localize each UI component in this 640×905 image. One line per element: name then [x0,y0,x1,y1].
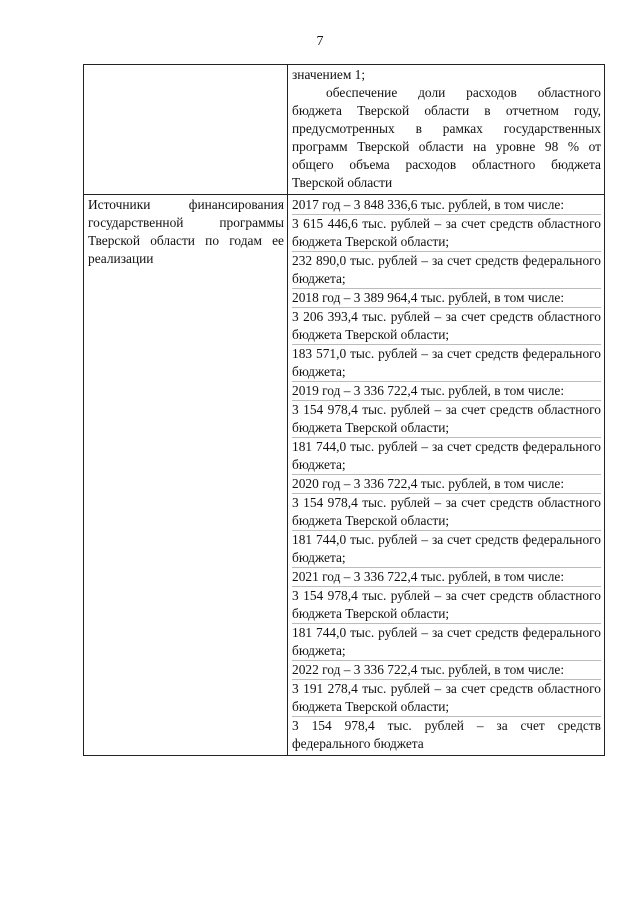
funding-entry: 2021 год – 3 336 722,4 тыс. рублей, в том числе: [292,567,601,586]
funding-entry: 3 154 978,4 тыс. рублей – за счет средств федерального бюджета [292,718,601,751]
row1-left-cell [84,65,288,195]
funding-entry: 3 154 978,4 тыс. рублей – за счет средств областного бюджета Тверской области; [292,402,601,435]
page-number: 7 [316,34,324,49]
row1-right-cell [288,65,605,195]
funding-entry: 181 744,0 тыс. рублей – за счет средств федерального бюджета; [292,439,601,472]
funding-entry: 183 571,0 тыс. рублей – за счет средств федерального бюджета; [292,346,601,379]
funding-entry: 2022 год – 3 336 722,4 тыс. рублей, в том числе: [292,660,601,679]
table-row [84,195,605,756]
funding-entry: 232 890,0 тыс. рублей – за счет средств федерального бюджета; [292,253,601,286]
funding-entries-cell [288,195,605,756]
funding-entry: 2017 год – 3 848 336,6 тыс. рублей, в том числе: [292,197,565,212]
funding-entry: 3 154 978,4 тыс. рублей – за счет средств областного бюджета Тверской области; [292,588,601,621]
funding-entry: 2019 год – 3 336 722,4 тыс. рублей, в том числе: [292,381,601,400]
funding-entry: 3 615 446,6 тыс. рублей – за счет средств областного бюджета Тверской области; [292,216,601,249]
funding-entry: 3 191 278,4 тыс. рублей – за счет средств областного бюджета Тверской области; [292,681,601,714]
funding-entry: 2020 год – 3 336 722,4 тыс. рублей, в том числе: [292,474,601,493]
funding-entry: 3 154 978,4 тыс. рублей – за счет средств областного бюджета Тверской области; [292,495,601,528]
funding-entry: 3 206 393,4 тыс. рублей – за счет средств областного бюджета Тверской области; [292,309,601,342]
table-row [84,65,605,195]
funding-sources-label: Источники финансирования государственной программы Тверской области по годам ее реализации [84,195,288,756]
funding-entry: 181 744,0 тыс. рублей – за счет средств федерального бюджета; [292,532,601,565]
row1-line: значением 1; [292,67,366,82]
row1-line: обеспечение доли расходов областного бюджета Тверской области в отчетном году, предусмотренных в рамках государственных программ Тверской области на уровне 98 % от общего объема расходов областного бюджета Тверской области [292,85,601,190]
funding-entry: 181 744,0 тыс. рублей – за счет средств федерального бюджета; [292,625,601,658]
program-passport-table [83,64,605,756]
funding-entry: 2018 год – 3 389 964,4 тыс. рублей, в том числе: [292,288,601,307]
